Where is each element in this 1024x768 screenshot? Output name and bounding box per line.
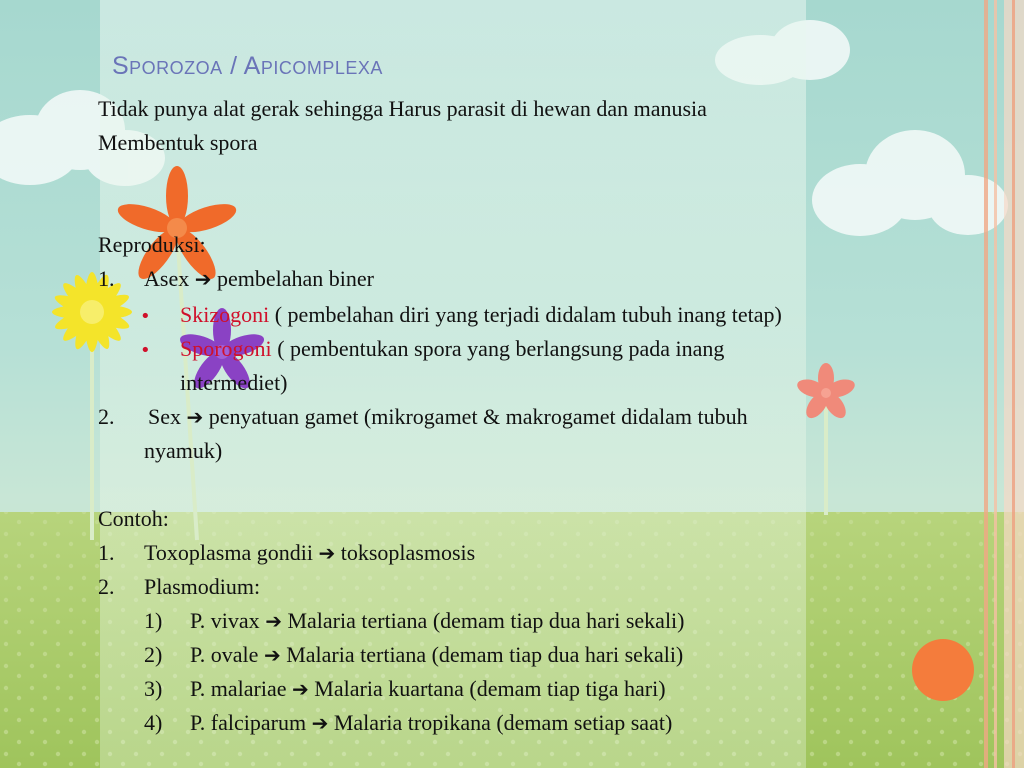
vivax-text (190, 608, 685, 634)
falciparum-name: P. falciparum (190, 710, 307, 735)
skizogoni-desc: ( pembelahan diri yang terjadi didalam tubuh inang tetap) (269, 302, 782, 327)
example-item-plasmodium (98, 574, 261, 600)
list-item-asex (98, 266, 374, 292)
bullet-icon: • (140, 306, 151, 327)
intro-line-2: Membentuk spora (98, 130, 258, 155)
skizogoni-text (180, 302, 782, 328)
sex-label-group (148, 404, 748, 430)
skizogoni-term: Skizogoni (180, 302, 270, 327)
falciparum-result: Malaria tropikana (demam setiap saat) (333, 710, 673, 735)
asex-desc: pembelahan biner (216, 266, 374, 291)
ovale-text (190, 642, 683, 668)
bullet-icon: • (140, 340, 151, 361)
examples-heading: Contoh: (98, 506, 169, 531)
list-item-sporogoni (140, 336, 725, 362)
list-number: 2) (144, 642, 163, 667)
toxoplasma-result: toksoplasmosis (340, 540, 476, 565)
plasmodium-item-vivax (144, 608, 685, 634)
plasmodium-item-falciparum (144, 710, 673, 736)
malariae-name: P. malariae (190, 676, 287, 701)
falciparum-text (190, 710, 672, 736)
sporogoni-text (180, 336, 724, 362)
arrow-right-icon: ➔ (311, 711, 329, 735)
list-number: 2. (98, 574, 115, 599)
asex-label-group (144, 266, 374, 292)
list-number: 2. (98, 404, 115, 429)
sex-desc: penyatuan gamet (mikrogamet & makrogamet didalam tubuh (208, 404, 748, 429)
list-item-sex (98, 404, 748, 430)
sporogoni-desc: ( pembentukan spora yang berlangsung pada inang (271, 336, 725, 361)
sporogoni-desc-continued: intermediet) (180, 370, 288, 395)
list-number: 3) (144, 676, 163, 701)
arrow-right-icon: ➔ (186, 405, 204, 429)
toxoplasma-name: Toxoplasma gondii (144, 540, 313, 565)
sex-desc-continued: nyamuk) (144, 438, 223, 463)
malariae-result: Malaria kuartana (demam tiap tiga hari) (314, 676, 666, 701)
plasmodium-name: Plasmodium: (144, 574, 261, 599)
vivax-result: Malaria tertiana (demam tiap dua hari sekali) (287, 608, 685, 633)
list-item-skizogoni (140, 302, 782, 328)
toxoplasma-text (144, 540, 475, 566)
list-number: 1. (98, 266, 115, 291)
asex-label: Asex (144, 266, 190, 291)
ovale-name: P. ovale (190, 642, 259, 667)
plasmodium-item-malariae (144, 676, 666, 702)
intro-line-1: Tidak punya alat gerak sehingga Harus parasit di hewan dan manusia (98, 96, 707, 121)
arrow-right-icon: ➔ (265, 609, 282, 633)
list-number: 4) (144, 710, 163, 735)
arrow-right-icon: ➔ (318, 541, 336, 565)
arrow-right-icon: ➔ (292, 677, 309, 701)
slide-title: Sporozoa / Apicomplexa (112, 52, 383, 80)
sex-label: Sex (148, 404, 181, 429)
arrow-right-icon: ➔ (194, 267, 212, 291)
orange-circle-decoration (912, 639, 974, 701)
example-item-toxoplasma (98, 540, 476, 566)
sporogoni-term: Sporogoni (180, 336, 272, 361)
list-number: 1) (144, 608, 163, 633)
ovale-result: Malaria tertiana (demam tiap dua hari sekali) (286, 642, 684, 667)
yellow-flower-decoration (52, 272, 132, 352)
reproduction-heading: Reproduksi: (98, 232, 206, 257)
plasmodium-item-ovale (144, 642, 684, 668)
vivax-name: P. vivax (190, 608, 260, 633)
arrow-right-icon: ➔ (263, 643, 281, 667)
list-number: 1. (98, 540, 115, 565)
malariae-text (190, 676, 666, 702)
